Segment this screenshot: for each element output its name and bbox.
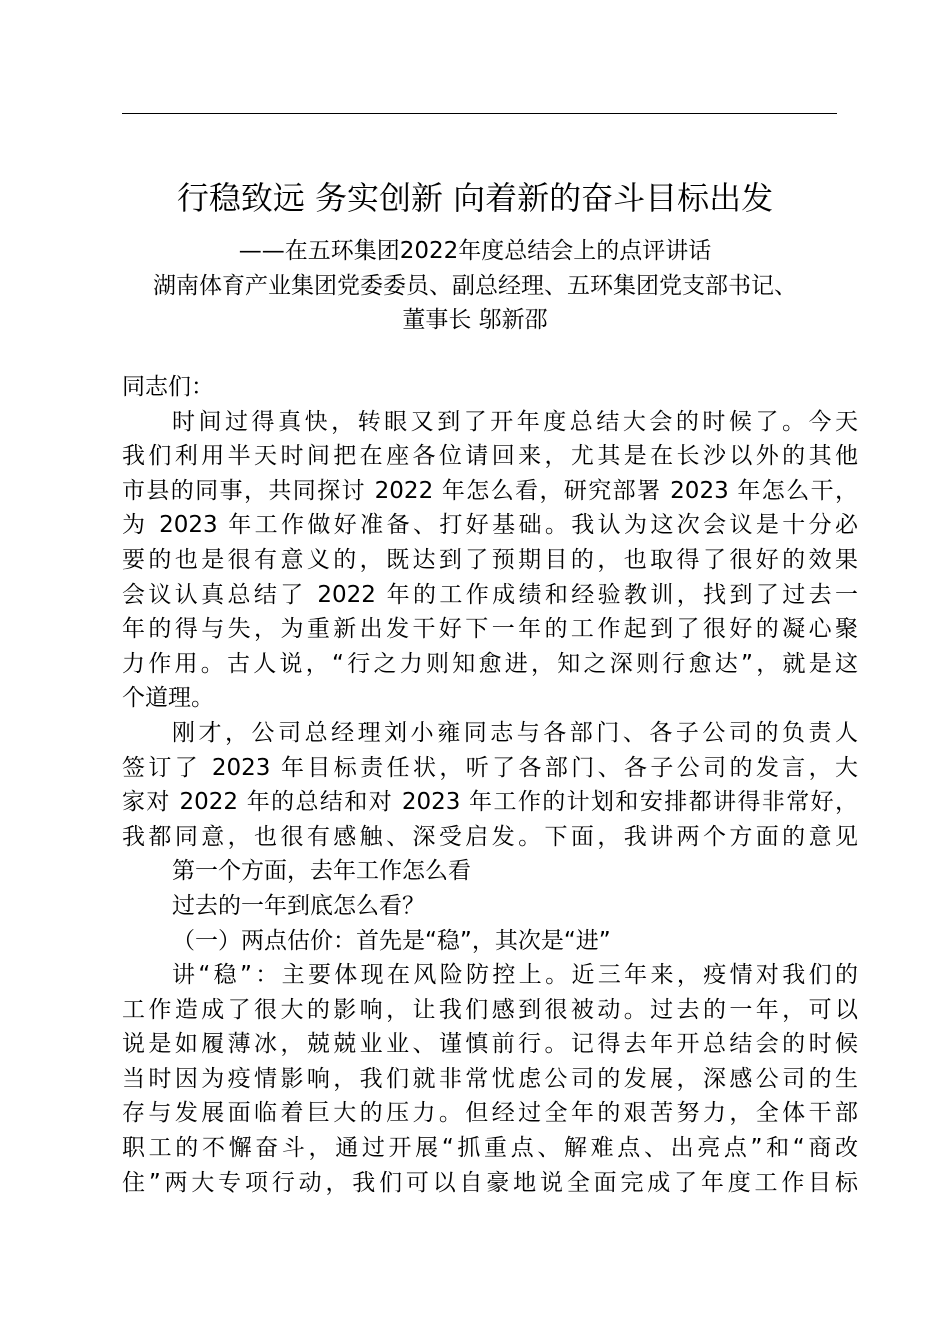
header-rule xyxy=(122,113,837,114)
body-line: 过去的一年到底怎么看？ xyxy=(172,892,425,919)
body-line: 力作用。古人说，“行之力则知愈进，知之深则行愈达”，就是这 xyxy=(122,650,858,677)
body-line: 家对 2022 年的总结和对 2023 年工作的计划和安排都讲得非常好， xyxy=(122,789,858,816)
body-line: 为 2023 年工作做好准备、打好基础。我认为这次会议是十分必 xyxy=(122,512,858,539)
section-heading: 第一个方面，去年工作怎么看 xyxy=(172,858,471,885)
subsection-heading: （一）两点估价：首先是“稳”，其次是“进” xyxy=(172,927,611,954)
body-line: 刚才，公司总经理刘小雍同志与各部门、各子公司的负责人 xyxy=(172,719,858,746)
body-line: 个道理。 xyxy=(122,685,214,712)
body-line: 要的也是很有意义的，既达到了预期目的，也取得了很好的效果 xyxy=(122,546,858,573)
speaker-name: 董事长 邬新邵 xyxy=(402,307,548,333)
document-subtitle: ——在五环集团2022年度总结会上的点评讲话 xyxy=(238,238,712,264)
body-line: 我们利用半天时间把在座各位请回来，尤其是在长沙以外的其他 xyxy=(122,443,858,470)
body-line: 工作造成了很大的影响，让我们感到很被动。过去的一年，可以 xyxy=(122,996,858,1023)
body-line: 存与发展面临着巨大的压力。但经过全年的艰苦努力，全体干部 xyxy=(122,1100,858,1127)
body-line: 我都同意，也很有感触、深受启发。下面，我讲两个方面的意见 xyxy=(122,823,858,850)
body-line: 时间过得真快，转眼又到了开年度总结大会的时候了。今天 xyxy=(172,408,858,435)
body-line: 市县的同事，共同探讨 2022 年怎么看，研究部署 2023 年怎么干， xyxy=(122,477,858,504)
body-line: 讲“稳”：主要体现在风险防控上。近三年来，疫情对我们的 xyxy=(172,962,858,989)
body-line: 职工的不懈奋斗，通过开展“抓重点、解难点、出亮点”和“商改 xyxy=(122,1135,858,1162)
body-line: 说是如履薄冰，兢兢业业、谨慎前行。记得去年开总结会的时候 xyxy=(122,1031,858,1058)
body-line: 会议认真总结了 2022 年的工作成绩和经验教训，找到了过去一 xyxy=(122,581,858,608)
speech-body xyxy=(122,370,858,1200)
body-line: 年的得与失，为重新出发干好下一年的工作起到了很好的凝心聚 xyxy=(122,616,858,643)
body-line: 签订了 2023 年目标责任状，听了各部门、各子公司的发言，大 xyxy=(122,754,858,781)
body-line: 当时因为疫情影响，我们就非常忧虑公司的发展，深感公司的生 xyxy=(122,1065,858,1092)
body-line: 住”两大专项行动，我们可以自豪地说全面完成了年度工作目标 xyxy=(122,1169,858,1196)
document-title: 行稳致远 务实创新 向着新的奋斗目标出发 xyxy=(176,179,774,217)
salutation: 同志们： xyxy=(122,374,214,400)
speaker-title: 湖南体育产业集团党委委员、副总经理、五环集团党支部书记、 xyxy=(153,273,797,299)
